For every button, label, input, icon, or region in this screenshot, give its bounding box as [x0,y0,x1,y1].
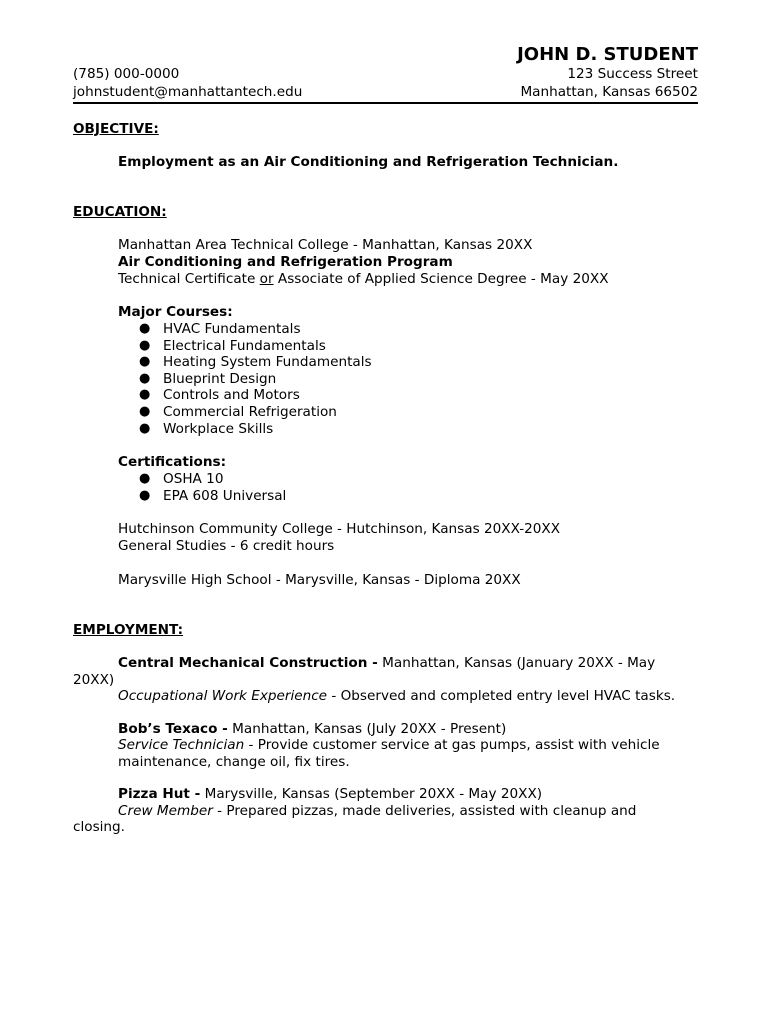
list-item: ● Electrical Fundamentals [139,337,326,354]
education-heading: EDUCATION: [73,204,167,220]
list-item: ● EPA 608 Universal [139,487,287,504]
degree-or: or [259,271,274,287]
college-2-studies: General Studies - 6 credit hours [118,538,335,555]
job-title: Service Technician [118,737,245,754]
certifications-list [73,471,698,504]
list-item: ● Heating System Fundamentals [139,354,372,371]
job-desc-wrap: maintenance, change oil, fix tires. [118,753,350,770]
college-1-program: Air Conditioning and Refrigeration Program [118,254,453,270]
job-location-wrap: 20XX) [73,671,115,688]
contact-row-1 [73,66,698,84]
employer-name: Pizza Hut - [118,786,201,803]
certifications-heading: Certifications: [118,454,227,471]
job-description [73,737,698,754]
job-title: Crew Member [118,802,213,819]
objective-heading: OBJECTIVE: [73,121,159,137]
objective-text: Employment as an Air Conditioning and Refrigeration Technician. [118,154,619,170]
resume-page [73,44,698,836]
job-location: Manhattan, Kansas (July 20XX - Present) [227,720,507,737]
bullet-icon: ● [139,370,151,386]
job-desc-text: - Prepared pizzas, made deliveries, assisted with cleanup and [212,802,637,819]
major-courses-heading: Major Courses: [118,304,233,320]
employer-name: Central Mechanical Construction - [118,655,378,672]
candidate-name: JOHN D. STUDENT [517,44,698,65]
job-description [73,688,698,705]
job-header [73,721,698,738]
contact-row-2 [73,84,698,102]
job-location: Marysville, Kansas (September 20XX - May 20XX) [200,786,543,803]
list-item: ● Blueprint Design [139,370,277,387]
degree-part-1: Technical Certificate [118,271,260,287]
bullet-icon: ● [139,354,151,370]
college-2-name: Hutchinson Community College - Hutchinson, Kansas 20XX-20XX [118,521,561,538]
bullet-icon: ● [139,387,151,403]
college-1-name: Manhattan Area Technical College - Manhattan, Kansas 20XX [118,237,533,253]
employment-heading: EMPLOYMENT: [73,622,184,639]
bullet-icon: ● [139,403,151,419]
job-entry-bobs-texaco [73,721,698,771]
job-desc-text: - Provide customer service at gas pumps, assist with vehicle [244,737,660,754]
city-state-zip: Manhattan, Kansas 66502 [520,83,698,100]
job-entry-pizza-hut [73,786,698,836]
job-desc-wrap: closing. [73,819,125,836]
job-desc-text: - Observed and completed entry level HVAC tasks. [327,688,676,705]
job-location: Manhattan, Kansas (January 20XX - May [377,655,656,672]
bullet-icon: ● [139,337,151,353]
college-1 [73,237,698,288]
email-address: johnstudent@manhattantech.edu [73,83,303,100]
list-item: ● HVAC Fundamentals [139,321,301,337]
list-item: ● OSHA 10 [139,471,224,488]
job-entry-central-mechanical [73,655,698,705]
bullet-icon: ● [139,471,151,487]
high-school: Marysville High School - Marysville, Kansas - Diploma 20XX [118,572,521,589]
job-description [73,803,698,820]
street-address: 123 Success Street [567,66,698,82]
phone-number: (785) 000-0000 [73,66,180,82]
college-2 [73,521,698,555]
bullet-icon: ● [139,487,151,503]
degree-part-2: Associate of Applied Science Degree - May 20XX [273,271,609,287]
bullet-icon: ● [139,420,151,436]
job-header [73,786,698,803]
major-courses-list [73,321,698,437]
college-1-degree [118,271,698,288]
list-item: ● Commercial Refrigeration [139,403,337,420]
employer-name: Bob’s Texaco - [118,720,228,737]
job-title: Occupational Work Experience [118,688,328,705]
job-header [73,655,698,672]
bullet-icon: ● [139,321,151,336]
list-item: ● Workplace Skills [139,420,274,437]
list-item: ● Controls and Motors [139,387,300,404]
